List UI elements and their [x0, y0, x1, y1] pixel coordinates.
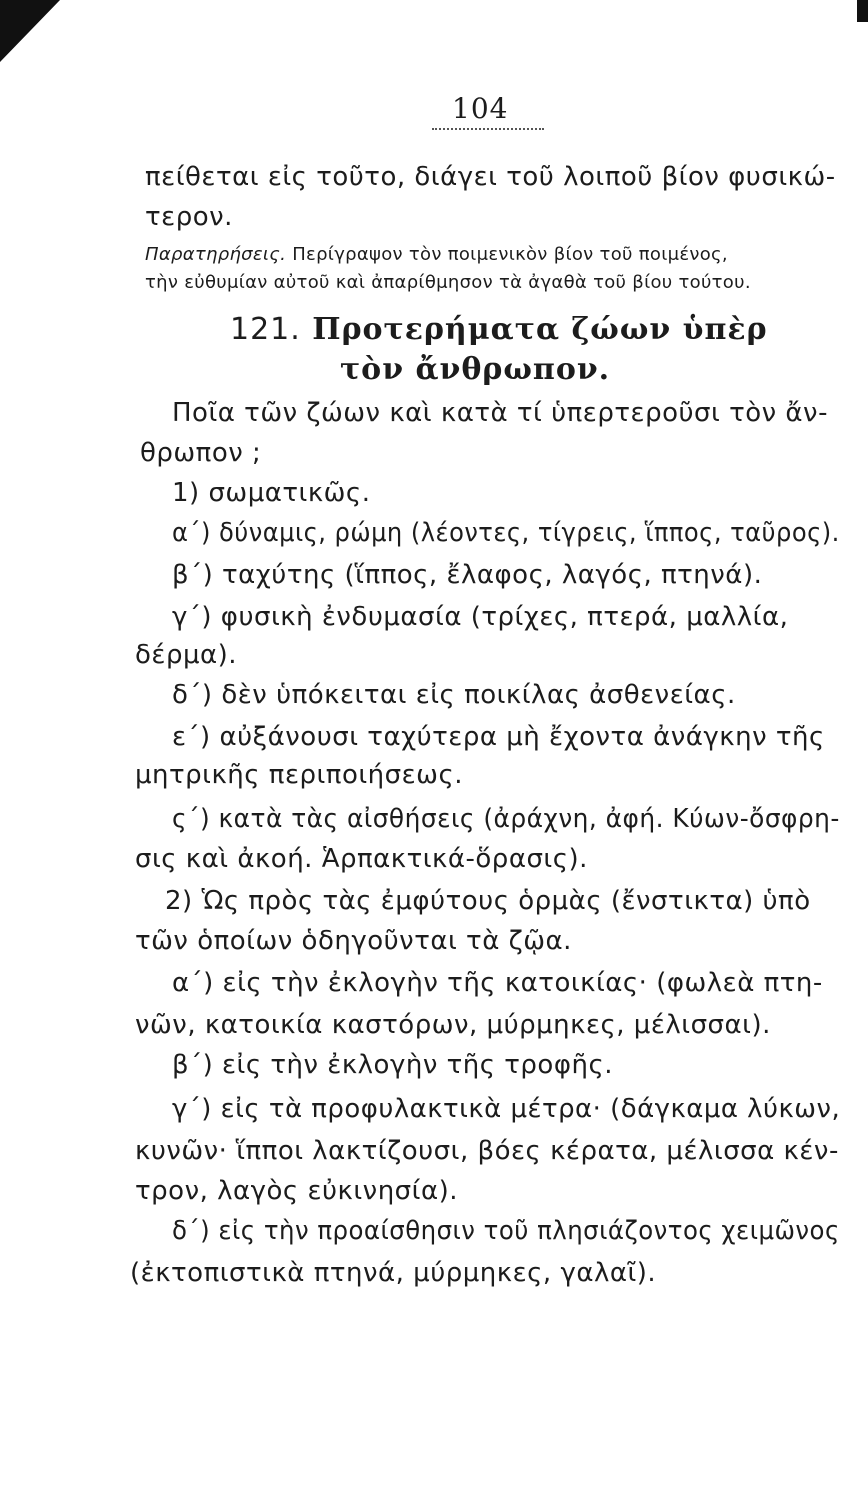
text-line: β΄) εἰς τὴν ἐκλογὴν τῆς τροφῆς. [172, 1050, 613, 1080]
text-line: τρον, λαγὸς εὐκινησία). [135, 1176, 459, 1206]
text-line: γ΄) φυσικὴ ἐνδυμασία (τρίχες, πτερά, μαλλία, [172, 602, 789, 632]
text-line: ς΄) κατὰ τὰς αἰσθήσεις (ἀράχνη, ἀφή. Κύων-ὄσφρη- [172, 804, 840, 834]
section-heading [230, 312, 768, 347]
text-line: πείθεται εἰς τοῦτο, διάγει τοῦ λοιποῦ βίον φυσικώ- [145, 162, 836, 192]
text-line: α΄) εἰς τὴν ἐκλογὴν τῆς κατοικίας· (φωλεὰ πτη- [172, 968, 823, 998]
text-line: δ΄) δὲν ὑπόκειται εἰς ποικίλας ἀσθενείας. [172, 680, 736, 710]
text-line: νῶν, κατοικία καστόρων, μύρμηκες, μέλισσαι). [135, 1010, 771, 1040]
observations-label: Παρατηρήσεις. [145, 244, 287, 265]
text-line: κυνῶν· ἵπποι λακτίζουσι, βόες κέρατα, μέλισσα κέν- [135, 1136, 839, 1166]
section-number: 121. [230, 312, 301, 347]
text-line: γ΄) εἰς τὰ προφυλακτικὰ μέτρα· (δάγκαμα λύκων, [172, 1094, 841, 1124]
observations-line: τὴν εὐθυμίαν αὐτοῦ καὶ ἀπαρίθμησον τὰ ἀγαθὰ τοῦ βίου τούτου. [145, 272, 751, 293]
text-line: Ποῖα τῶν ζώων καὶ κατὰ τί ὑπερτεροῦσι τὸν ἄν- [172, 398, 828, 428]
observations-text: Περίγραψον τὸν ποιμενικὸν βίον τοῦ ποιμένος, [286, 244, 728, 265]
text-line: 1) σωματικῶς. [172, 478, 371, 508]
text-line: τῶν ὁποίων ὁδηγοῦνται τὰ ζῷα. [135, 926, 572, 956]
observations-line [145, 244, 728, 265]
text-line: δέρμα). [135, 640, 238, 670]
section-title-line2: τὸν ἄνθρωπον. [340, 352, 611, 387]
text-line: τερον. [145, 202, 233, 232]
text-line: β΄) ταχύτης (ἵππος, ἔλαφος, λαγός, πτηνά). [172, 560, 763, 590]
text-line: δ΄) εἰς τὴν προαίσθησιν τοῦ πλησιάζοντος χειμῶνος [172, 1216, 840, 1246]
text-line: (ἐκτοπιστικὰ πτηνά, μύρμηκες, γαλαῖ). [130, 1258, 657, 1288]
text-line: 2) Ὡς πρὸς τὰς ἐμφύτους ὁρμὰς (ἔνστικτα) ὑπὸ [165, 886, 811, 916]
text-line: α΄) δύναμις, ρώμη (λέοντες, τίγρεις, ἵππος, ταῦρος). [172, 518, 840, 548]
text-line: ε΄) αὐξάνουσι ταχύτερα μὴ ἔχοντα ἀνάγκην τῆς [172, 722, 825, 752]
text-line: θρωπον ; [140, 438, 262, 468]
page-number: 104 [452, 92, 509, 125]
page-number-rule [432, 128, 544, 130]
text-line: σις καὶ ἀκοή. Ἁρπακτικά-ὅρασις). [135, 844, 588, 874]
text-line: μητρικῆς περιποιήσεως. [135, 760, 463, 790]
section-title-line1: Προτερήματα ζώων ὑπὲρ [312, 312, 768, 347]
